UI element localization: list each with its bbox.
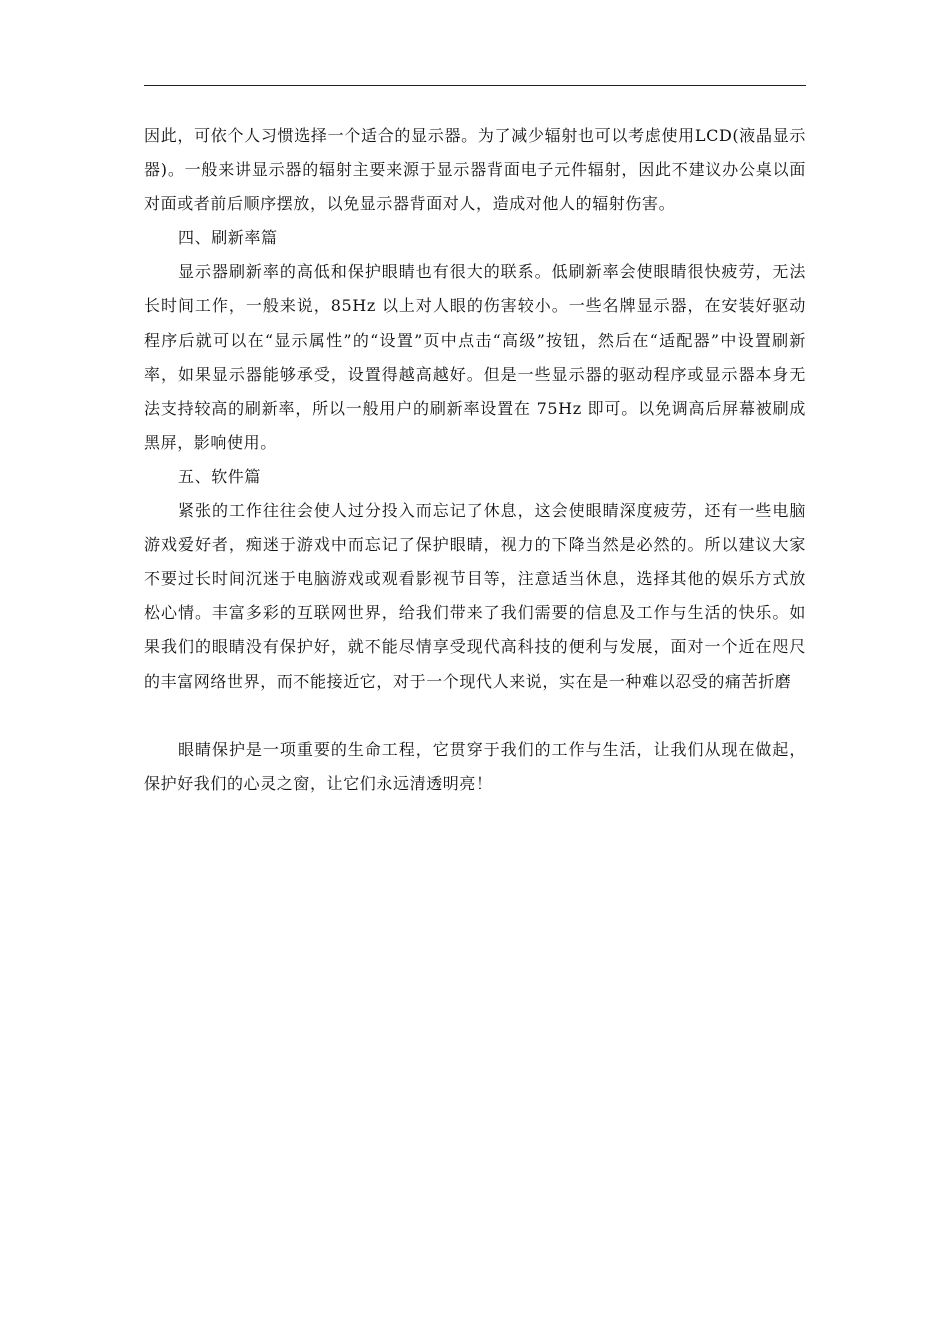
paragraph-gap — [144, 699, 806, 733]
document-body — [144, 119, 806, 801]
paragraph-refresh-rate: 显示器刷新率的高低和保护眼睛也有很大的联系。低刷新率会使眼睛很快疲劳，无法长时间工作，一般来说，85Hz 以上对人眼的伤害较小。一些名牌显示器，在安装好驱动程序后就可以在“显示属性”的“设置”页中点击“高级”按钮，然后在“适配器”中设置刷新率，如果显示器能够承受，设置得越高越好。但是一些显示器的驱动程序或显示器本身无法支持较高的刷新率，所以一般用户的刷新率设置在 75Hz 即可。以免调高后屏幕被刷成黑屏，影响使用。 — [144, 262, 806, 452]
section-heading-software: 五、软件篇 — [178, 466, 262, 486]
section-heading-refresh-rate: 四、刷新率篇 — [178, 228, 278, 248]
paragraph-lcd-radiation: 因此，可依个人习惯选择一个适合的显示器。为了减少辐射也可以考虑使用LCD(液晶显示器)。一般来讲显示器的辐射主要来源于显示器背面电子元件辐射，因此不建议办公桌以面对面或者前后顺序摆放，以免显示器背面对人，造成对他人的辐射伤害。 — [144, 126, 806, 214]
paragraph-software: 紧张的工作往往会使人过分投入而忘记了休息，这会使眼睛深度疲劳，还有一些电脑游戏爱好者，痴迷于游戏中而忘记了保护眼睛，视力的下降当然是必然的。所以建议大家不要过长时间沉迷于电脑游戏或观看影视节目等，注意适当休息，选择其他的娱乐方式放松心情。丰富多彩的互联网世界，给我们带来了我们需要的信息及工作与生活的快乐。如果我们的眼睛没有保护好，就不能尽情享受现代高科技的便利与发展，面对一个近在咫尺的丰富网络世界，而不能接近它，对于一个现代人来说，实在是一种难以忍受的痛苦折磨 — [144, 501, 806, 691]
header-rule — [144, 85, 806, 86]
paragraph-conclusion: 眼睛保护是一项重要的生命工程，它贯穿于我们的工作与生活，让我们从现在做起，保护好我们的心灵之窗，让它们永远清透明亮！ — [144, 739, 806, 793]
